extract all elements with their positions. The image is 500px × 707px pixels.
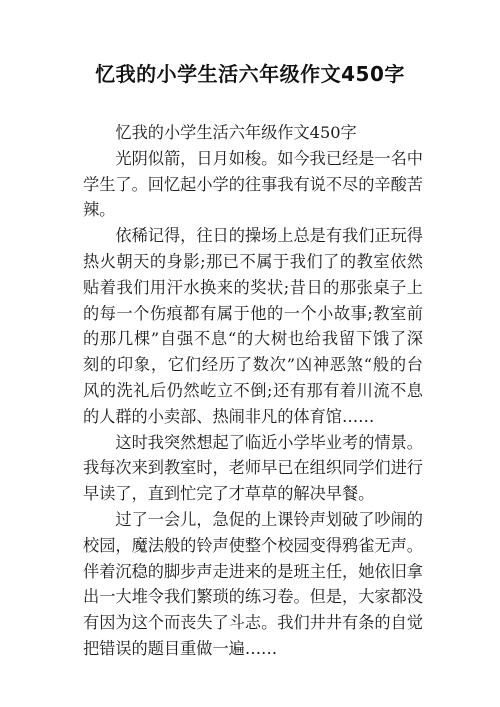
paragraph-3: 这时我突然想起了临近小学毕业考的情景。我每次来到教室时，老师早已在组织同学们进行早读了，直到忙完了才草草的解决早餐。 <box>83 432 423 504</box>
document-title: 忆我的小学生活六年级作文450字 <box>95 62 405 86</box>
document-body <box>83 120 423 662</box>
paragraph-4: 过了一会儿，急促的上课铃声划破了吵闹的校园，魔法般的铃声使整个校园变得鸦雀无声。伴着沉稳的脚步声走进来的是班主任，她依旧拿出一大堆令我们繁琐的练习卷。但是，大家都没有因为这个而丧失了斗志。我们井井有条的自觉把错误的题目重做一遍…… <box>83 509 423 658</box>
paragraph-1: 光阴似箭，日月如梭。如今我已经是一名中学生了。回忆起小学的往事我有说不尽的辛酸苦辣。 <box>83 148 423 220</box>
paragraph-subtitle: 忆我的小学生活六年级作文450字 <box>115 123 357 142</box>
paragraph-2: 依稀记得，往日的操场上总是有我们正玩得热火朝天的身影;那已不属于我们了的教室依然贴着我们用汗水换来的奖状;昔日的那张桌子上的每一个伤痕都有属于他的一个小故事;教室前的那几棵”自强不息“的大树也给我留下饿了深刻的印象，它们经历了数次”凶神恶煞“般的台风的洗礼后仍然屹立不倒;还有那有着川流不息的人群的小卖部、热闹非凡的体育馆…… <box>83 226 423 426</box>
